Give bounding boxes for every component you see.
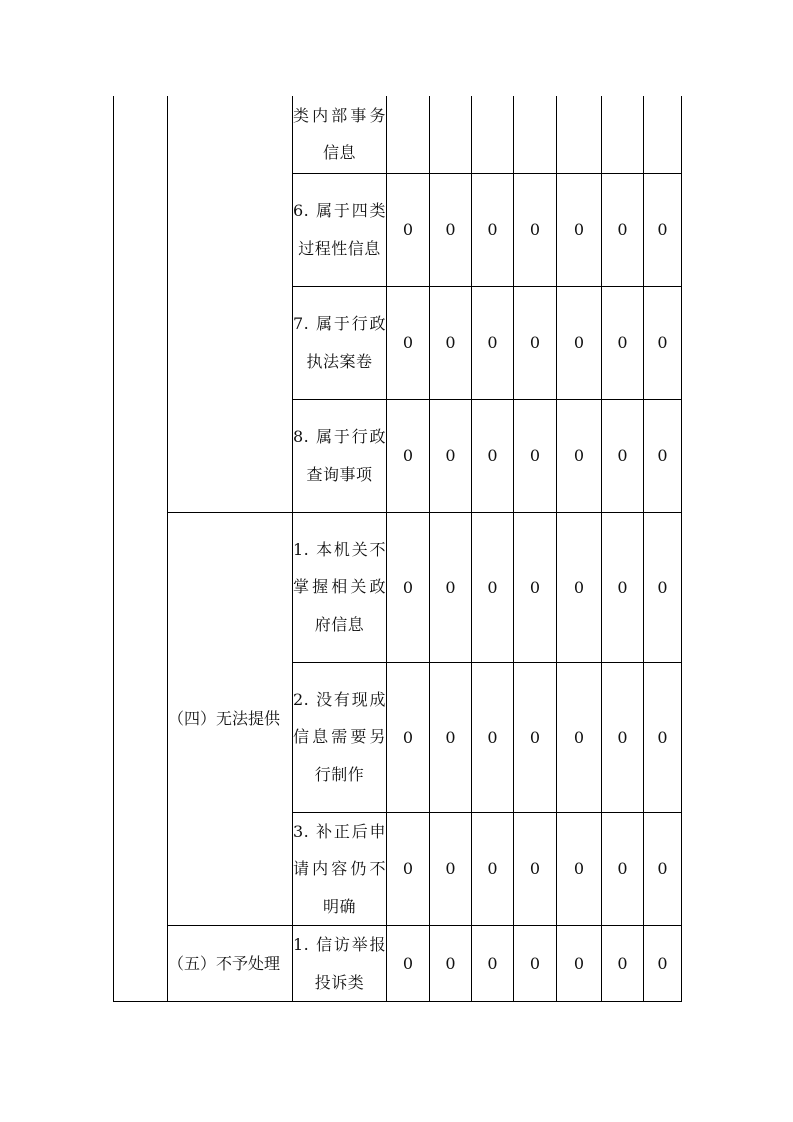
value-cell: 0 (644, 662, 682, 812)
value-cell: 0 (472, 662, 514, 812)
value-cell: 0 (514, 286, 557, 399)
row-item-text: 2. 没有现成信息需要另行制作 (293, 689, 386, 784)
value-cell: 0 (644, 512, 682, 662)
row-item-label (293, 926, 387, 1002)
value-cell: 0 (430, 286, 472, 399)
value-cell (387, 96, 430, 173)
value-cell: 0 (514, 399, 557, 512)
value-cell: 0 (644, 926, 682, 1002)
row-item-text: 1. 信访举报投诉类 (293, 935, 386, 992)
row-item-label (293, 399, 387, 512)
table-row (114, 512, 682, 662)
value-cell: 0 (602, 926, 644, 1002)
value-cell (514, 96, 557, 173)
value-cell: 0 (557, 512, 602, 662)
value-cell: 0 (430, 662, 472, 812)
value-cell: 0 (387, 286, 430, 399)
row-item-text: 类内部事务信息 (293, 105, 386, 163)
table-row (114, 96, 682, 173)
value-cell: 0 (472, 926, 514, 1002)
row-item-label (293, 173, 387, 286)
value-cell: 0 (387, 512, 430, 662)
table-row (114, 926, 682, 1002)
value-cell (430, 96, 472, 173)
value-cell: 0 (644, 399, 682, 512)
value-cell: 0 (644, 173, 682, 286)
row-item-label (293, 812, 387, 926)
value-cell: 0 (514, 812, 557, 926)
value-cell: 0 (387, 812, 430, 926)
value-cell (557, 96, 602, 173)
value-cell: 0 (430, 512, 472, 662)
category-not-processed: （五）不予处理 (168, 926, 293, 1002)
value-cell: 0 (514, 512, 557, 662)
value-cell: 0 (514, 662, 557, 812)
row-item-text: 6. 属于四类过程性信息 (293, 201, 386, 258)
outer-category-cell (114, 96, 168, 1002)
value-cell: 0 (387, 926, 430, 1002)
value-cell: 0 (602, 286, 644, 399)
value-cell: 0 (557, 173, 602, 286)
value-cell: 0 (557, 662, 602, 812)
value-cell: 0 (557, 286, 602, 399)
row-item-label (293, 662, 387, 812)
statistics-table (113, 96, 682, 1002)
value-cell: 0 (644, 286, 682, 399)
row-item-text: 1. 本机关不掌握相关政府信息 (293, 539, 386, 634)
value-cell: 0 (514, 926, 557, 1002)
value-cell: 0 (430, 812, 472, 926)
value-cell: 0 (602, 512, 644, 662)
value-cell (602, 96, 644, 173)
value-cell: 0 (472, 399, 514, 512)
value-cell: 0 (472, 286, 514, 399)
value-cell: 0 (430, 926, 472, 1002)
value-cell: 0 (472, 173, 514, 286)
row-item-label (293, 512, 387, 662)
value-cell: 0 (602, 399, 644, 512)
value-cell: 0 (602, 662, 644, 812)
continued-category-cell (168, 96, 293, 512)
value-cell: 0 (557, 812, 602, 926)
value-cell: 0 (557, 926, 602, 1002)
value-cell: 0 (430, 173, 472, 286)
value-cell: 0 (602, 173, 644, 286)
value-cell (472, 96, 514, 173)
row-item-label (293, 96, 387, 173)
value-cell: 0 (387, 399, 430, 512)
value-cell: 0 (472, 812, 514, 926)
value-cell: 0 (644, 812, 682, 926)
row-item-label (293, 286, 387, 399)
value-cell: 0 (557, 399, 602, 512)
category-unable-to-provide: （四）无法提供 (168, 512, 293, 926)
value-cell: 0 (472, 512, 514, 662)
row-item-text: 3. 补正后申请内容仍不明确 (293, 821, 386, 916)
value-cell (644, 96, 682, 173)
value-cell: 0 (602, 812, 644, 926)
value-cell: 0 (387, 173, 430, 286)
value-cell: 0 (514, 173, 557, 286)
row-item-text: 7. 属于行政执法案卷 (293, 314, 386, 371)
row-item-text: 8. 属于行政查询事项 (293, 427, 386, 484)
value-cell: 0 (387, 662, 430, 812)
value-cell: 0 (430, 399, 472, 512)
